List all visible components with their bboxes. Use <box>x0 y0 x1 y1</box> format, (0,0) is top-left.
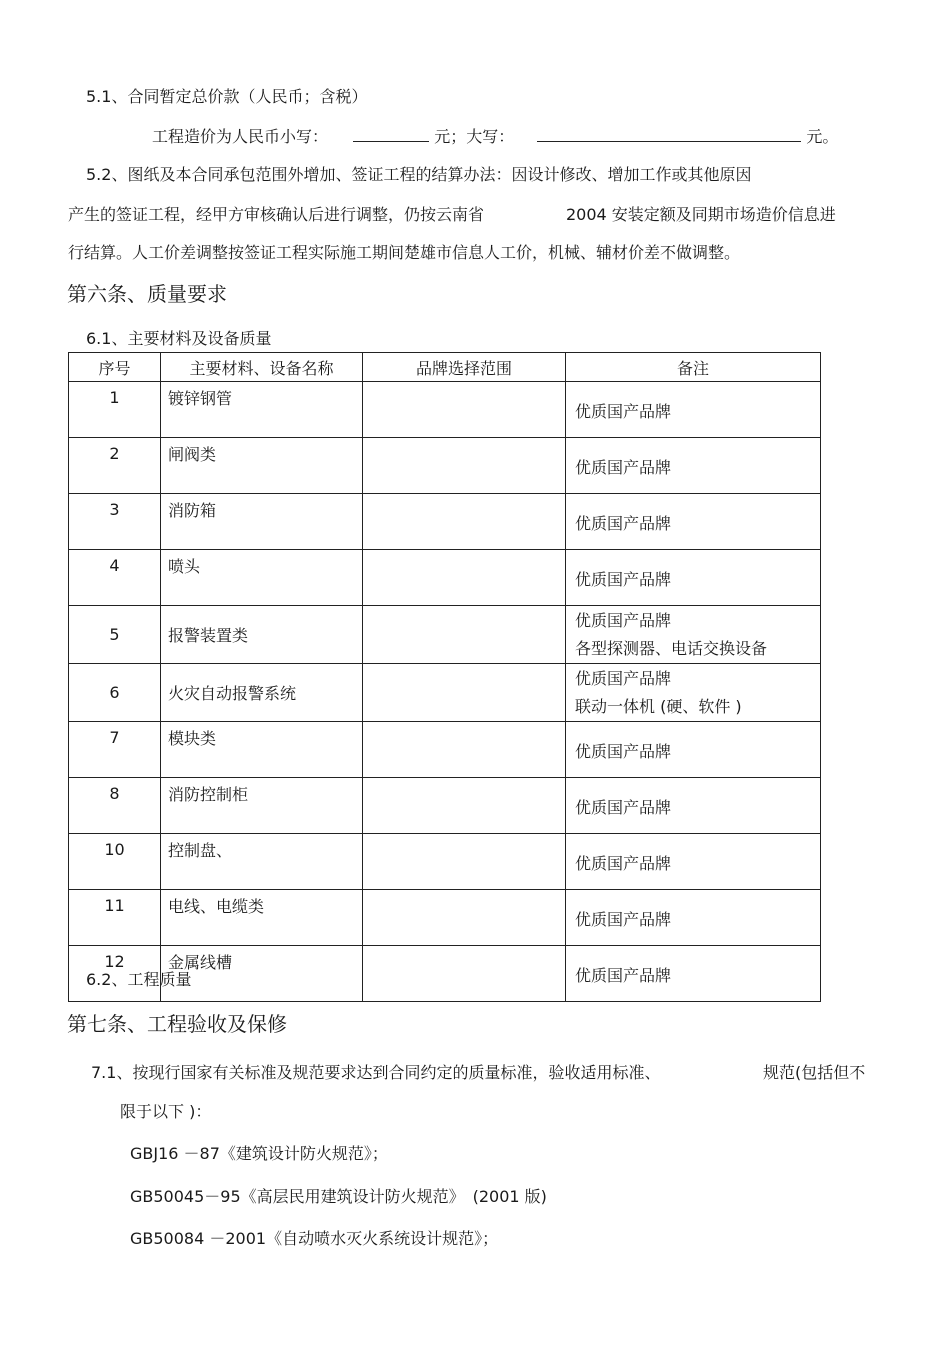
standard-item: GB50045－95《高层民用建筑设计防火规范》 (2001 版) <box>130 1187 547 1206</box>
table-row <box>69 834 821 890</box>
table-row <box>69 890 821 946</box>
price-line <box>152 124 838 147</box>
row-name: 报警装置类 <box>161 606 363 664</box>
row-brand[interactable] <box>363 494 566 550</box>
row-note <box>566 722 821 778</box>
row-no: 12 <box>69 946 161 1002</box>
note-line-1: 优质国产品牌 <box>575 668 672 688</box>
row-note <box>566 946 821 1002</box>
row-name: 镀锌钢管 <box>161 382 363 438</box>
row-brand[interactable] <box>363 382 566 438</box>
row-brand[interactable] <box>363 890 566 946</box>
row-note <box>566 550 821 606</box>
section-5-1-title: 5.1、合同暂定总价款（人民币；含税） <box>86 87 368 106</box>
price-lower-label: 工程造价为人民币小写： <box>152 127 329 146</box>
section-5-2-line2a: 产生的签证工程，经甲方审核确认后进行调整，仍按云南省 <box>68 205 485 224</box>
row-name: 控制盘、 <box>161 834 363 890</box>
row-note <box>566 606 821 664</box>
row-name: 金属线槽 <box>161 946 363 1002</box>
row-note <box>566 438 821 494</box>
row-no: 2 <box>69 438 161 494</box>
section-6-1-title: 6.1、主要材料及设备质量 <box>86 329 272 348</box>
section-7-1-line1b: 规范(包括但不 <box>763 1063 866 1082</box>
header-note: 备注 <box>566 353 821 382</box>
table-row <box>69 778 821 834</box>
row-brand[interactable] <box>363 946 566 1002</box>
row-name: 模块类 <box>161 722 363 778</box>
section-7-1-line2: 限于以下 )： <box>120 1102 212 1121</box>
row-no: 10 <box>69 834 161 890</box>
header-brand: 品牌选择范围 <box>363 353 566 382</box>
row-brand[interactable] <box>363 550 566 606</box>
row-brand[interactable] <box>363 834 566 890</box>
row-note <box>566 494 821 550</box>
materials-table <box>68 352 821 1002</box>
price-upper-blank[interactable] <box>537 127 801 142</box>
note-line-2: 联动一体机 (硬、软件 ) <box>575 696 742 716</box>
note-line-1: 优质国产品牌 <box>575 457 672 477</box>
row-no: 7 <box>69 722 161 778</box>
article-7-heading: 第七条、工程验收及保修 <box>67 1012 287 1036</box>
row-note <box>566 834 821 890</box>
row-no: 11 <box>69 890 161 946</box>
note-line-1: 优质国产品牌 <box>575 741 672 761</box>
row-no: 8 <box>69 778 161 834</box>
note-line-1: 优质国产品牌 <box>575 513 672 533</box>
price-upper-label: 元；大写： <box>434 127 515 146</box>
table-header-row <box>69 353 821 382</box>
note-line-1: 优质国产品牌 <box>575 401 672 421</box>
row-name: 喷头 <box>161 550 363 606</box>
table-row <box>69 438 821 494</box>
header-no: 序号 <box>69 353 161 382</box>
note-line-1: 优质国产品牌 <box>575 610 672 630</box>
header-name: 主要材料、设备名称 <box>161 353 363 382</box>
section-5-2-line1: 5.2、图纸及本合同承包范围外增加、签证工程的结算办法：因设计修改、增加工作或其他原因 <box>86 165 752 184</box>
article-6-heading: 第六条、质量要求 <box>67 282 227 306</box>
note-line-2: 各型探测器、电话交换设备 <box>575 638 768 658</box>
price-lower-blank[interactable] <box>353 127 429 142</box>
standard-item: GB50084 －2001《自动喷水灭火系统设计规范》； <box>130 1229 499 1248</box>
section-5-2-line3: 行结算。人工价差调整按签证工程实际施工期间楚雄市信息人工价，机械、辅材价差不做调整。 <box>68 243 741 262</box>
row-note <box>566 890 821 946</box>
section-7-1-line1a: 7.1、按现行国家有关标准及规范要求达到合同约定的质量标准，验收适用标准、 <box>91 1063 661 1082</box>
row-no: 5 <box>69 606 161 664</box>
row-note <box>566 778 821 834</box>
row-no: 4 <box>69 550 161 606</box>
note-line-1: 优质国产品牌 <box>575 797 672 817</box>
row-brand[interactable] <box>363 438 566 494</box>
row-no: 1 <box>69 382 161 438</box>
row-name: 闸阀类 <box>161 438 363 494</box>
row-name: 电线、电缆类 <box>161 890 363 946</box>
row-brand[interactable] <box>363 664 566 722</box>
row-brand[interactable] <box>363 722 566 778</box>
table-row <box>69 606 821 664</box>
row-name: 火灾自动报警系统 <box>161 664 363 722</box>
table-row <box>69 550 821 606</box>
row-brand[interactable] <box>363 778 566 834</box>
table-row <box>69 722 821 778</box>
row-name: 消防箱 <box>161 494 363 550</box>
note-line-1: 优质国产品牌 <box>575 965 672 985</box>
note-line-1: 优质国产品牌 <box>575 569 672 589</box>
note-line-1: 优质国产品牌 <box>575 853 672 873</box>
row-brand[interactable] <box>363 606 566 664</box>
row-note <box>566 382 821 438</box>
row-note <box>566 664 821 722</box>
row-no: 6 <box>69 664 161 722</box>
standard-item: GBJ16 －87《建筑设计防火规范》； <box>130 1144 388 1163</box>
table-row <box>69 664 821 722</box>
price-end-label: 元。 <box>806 127 839 146</box>
section-6-2-title: 6.2、工程质量 <box>86 970 192 989</box>
row-no: 3 <box>69 494 161 550</box>
table-row <box>69 494 821 550</box>
section-5-2-line2b: 2004 安装定额及同期市场造价信息进 <box>566 205 836 224</box>
row-name: 消防控制柜 <box>161 778 363 834</box>
note-line-1: 优质国产品牌 <box>575 909 672 929</box>
table-row <box>69 382 821 438</box>
